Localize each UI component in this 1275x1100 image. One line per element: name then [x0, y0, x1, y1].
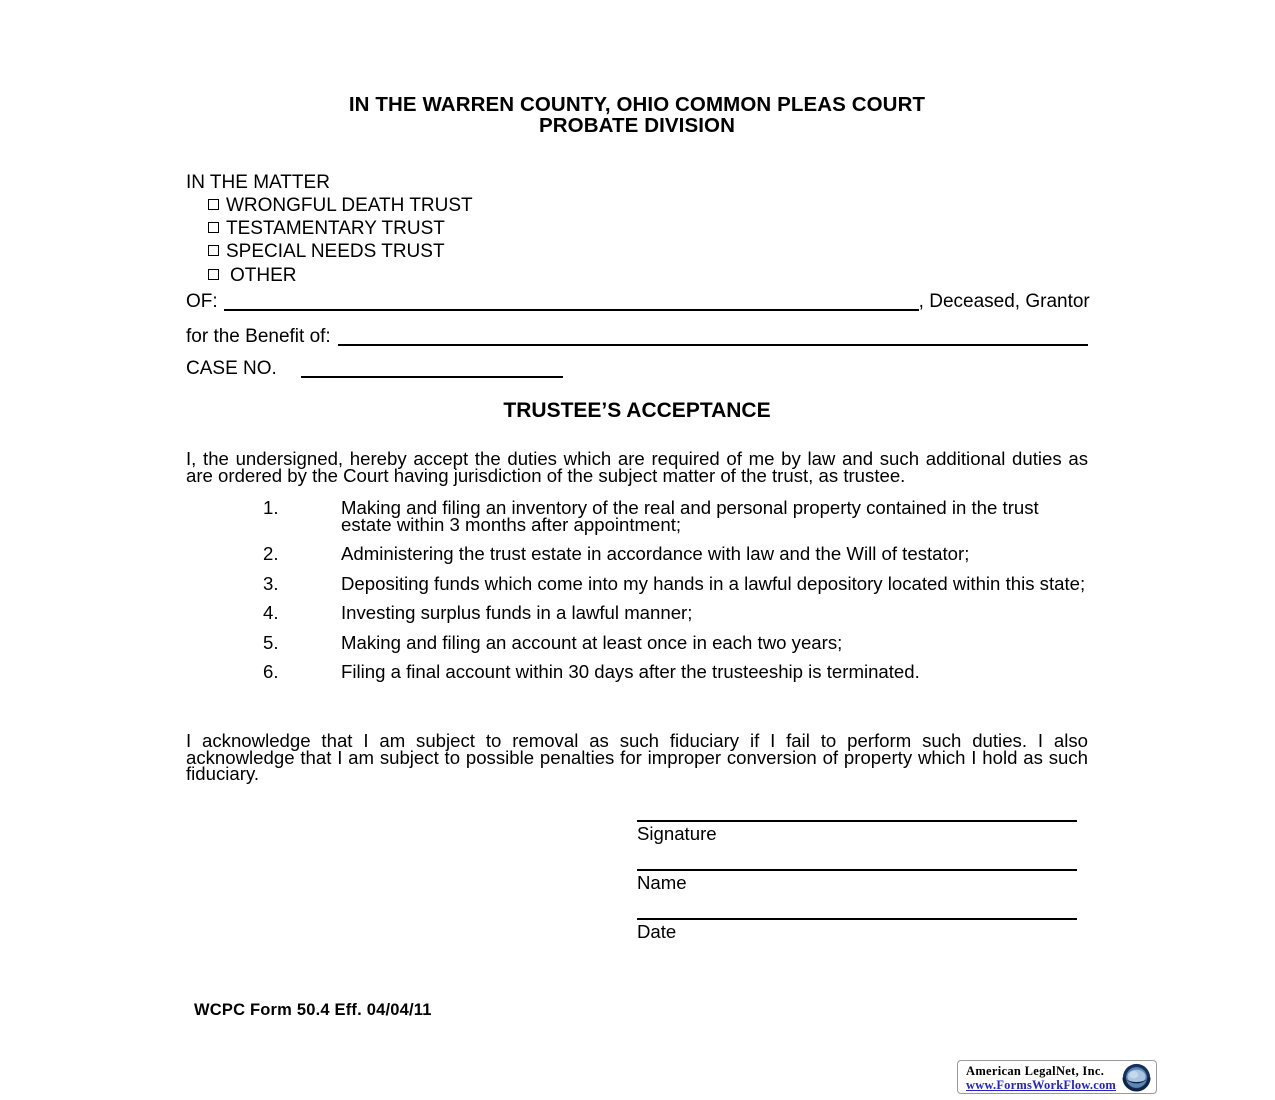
checkbox-label: WRONGFUL DEATH TRUST [226, 195, 473, 216]
duty-number: 6. [263, 661, 279, 682]
duty-item [263, 543, 1088, 564]
date-label: Date [637, 921, 677, 942]
duty-item [263, 661, 1088, 682]
field-row-of [186, 291, 1090, 313]
duty-number: 5. [263, 631, 279, 653]
section-title: TRUSTEE’S ACCEPTANCE [503, 399, 771, 422]
duties-list [263, 497, 1088, 694]
checkbox-row-testamentary-trust[interactable] [208, 217, 473, 240]
intro-paragraph: I, the undersigned, hereby accept the duties which are required of me by law and such additional duties as are ordered by the Court having jurisdiction of the subject matter of the trust, as trustee. [186, 448, 1088, 486]
vendor-url[interactable]: www.FormsWorkFlow.com [966, 1078, 1117, 1092]
matter-label: IN THE MATTER [186, 172, 330, 193]
court-heading-line2: PROBATE DIVISION [539, 114, 735, 137]
of-input-line[interactable] [224, 309, 919, 311]
checkbox-icon[interactable] [208, 222, 219, 233]
name-group [637, 869, 1077, 894]
checkbox-icon[interactable] [208, 245, 219, 256]
duty-text: Making and filing an inventory of the real and personal property contained in the trust estate within 3 months after appointment; [341, 497, 1039, 535]
duty-item [263, 631, 1088, 653]
of-tail-text: , Deceased, Grantor [918, 291, 1090, 312]
benefit-label: for the Benefit of: [186, 326, 331, 347]
duty-item [263, 497, 1088, 535]
field-row-benefit [186, 326, 1088, 348]
duty-number: 3. [263, 572, 279, 594]
duty-text: Making and filing an account at least once in each two years; [341, 631, 843, 653]
of-label: OF: [186, 291, 218, 312]
checkbox-row-special-needs-trust[interactable] [208, 240, 473, 263]
date-group [637, 918, 1077, 943]
vendor-text [966, 1064, 1116, 1092]
checkbox-label: SPECIAL NEEDS TRUST [226, 241, 445, 263]
duty-text: Administering the trust estate in accordance with law and the Will of testator; [341, 543, 970, 564]
court-heading [186, 95, 1088, 136]
vendor-badge [957, 1060, 1157, 1094]
vendor-name: American LegalNet, Inc. [966, 1064, 1105, 1078]
duty-item [263, 602, 1088, 623]
checkbox-label: TESTAMENTARY TRUST [226, 218, 445, 240]
court-heading-line1: IN THE WARREN COUNTY, OHIO COMMON PLEAS COURT [348, 93, 926, 116]
checkbox-row-other[interactable] [208, 264, 473, 287]
duty-number: 4. [263, 602, 279, 623]
checkbox-icon[interactable] [208, 269, 219, 280]
field-row-case-number [186, 358, 563, 380]
signature-block [637, 820, 1077, 967]
name-label: Name [637, 872, 687, 893]
duty-number: 2. [263, 543, 279, 564]
globe-icon [1122, 1063, 1151, 1092]
acknowledgment-paragraph: I acknowledge that I am subject to removal as such fiduciary if I fail to perform such duties. I also acknowledge that I am subject to possible penalties for improper conversion of property which I hold as such fiduciary. [186, 730, 1088, 784]
case-number-input-line[interactable] [301, 376, 563, 378]
benefit-input-line[interactable] [338, 344, 1088, 346]
signature-group [637, 820, 1077, 845]
checkbox-label: OTHER [230, 264, 297, 286]
duty-text: Filing a final account within 30 days after the trusteeship is terminated. [341, 661, 920, 682]
trust-type-checkbox-list [208, 194, 473, 287]
checkbox-icon[interactable] [208, 199, 219, 210]
duty-text: Investing surplus funds in a lawful manner; [341, 602, 693, 623]
checkbox-row-wrongful-death-trust[interactable] [208, 194, 473, 217]
duty-number: 1. [263, 497, 279, 518]
signature-label: Signature [637, 823, 717, 844]
duty-text: Depositing funds which come into my hands in a lawful depository located within this state; [341, 572, 1086, 594]
case-number-label: CASE NO. [186, 358, 277, 379]
form-number-footer: WCPC Form 50.4 Eff. 04/04/11 [194, 1001, 432, 1019]
duty-item [263, 572, 1088, 594]
